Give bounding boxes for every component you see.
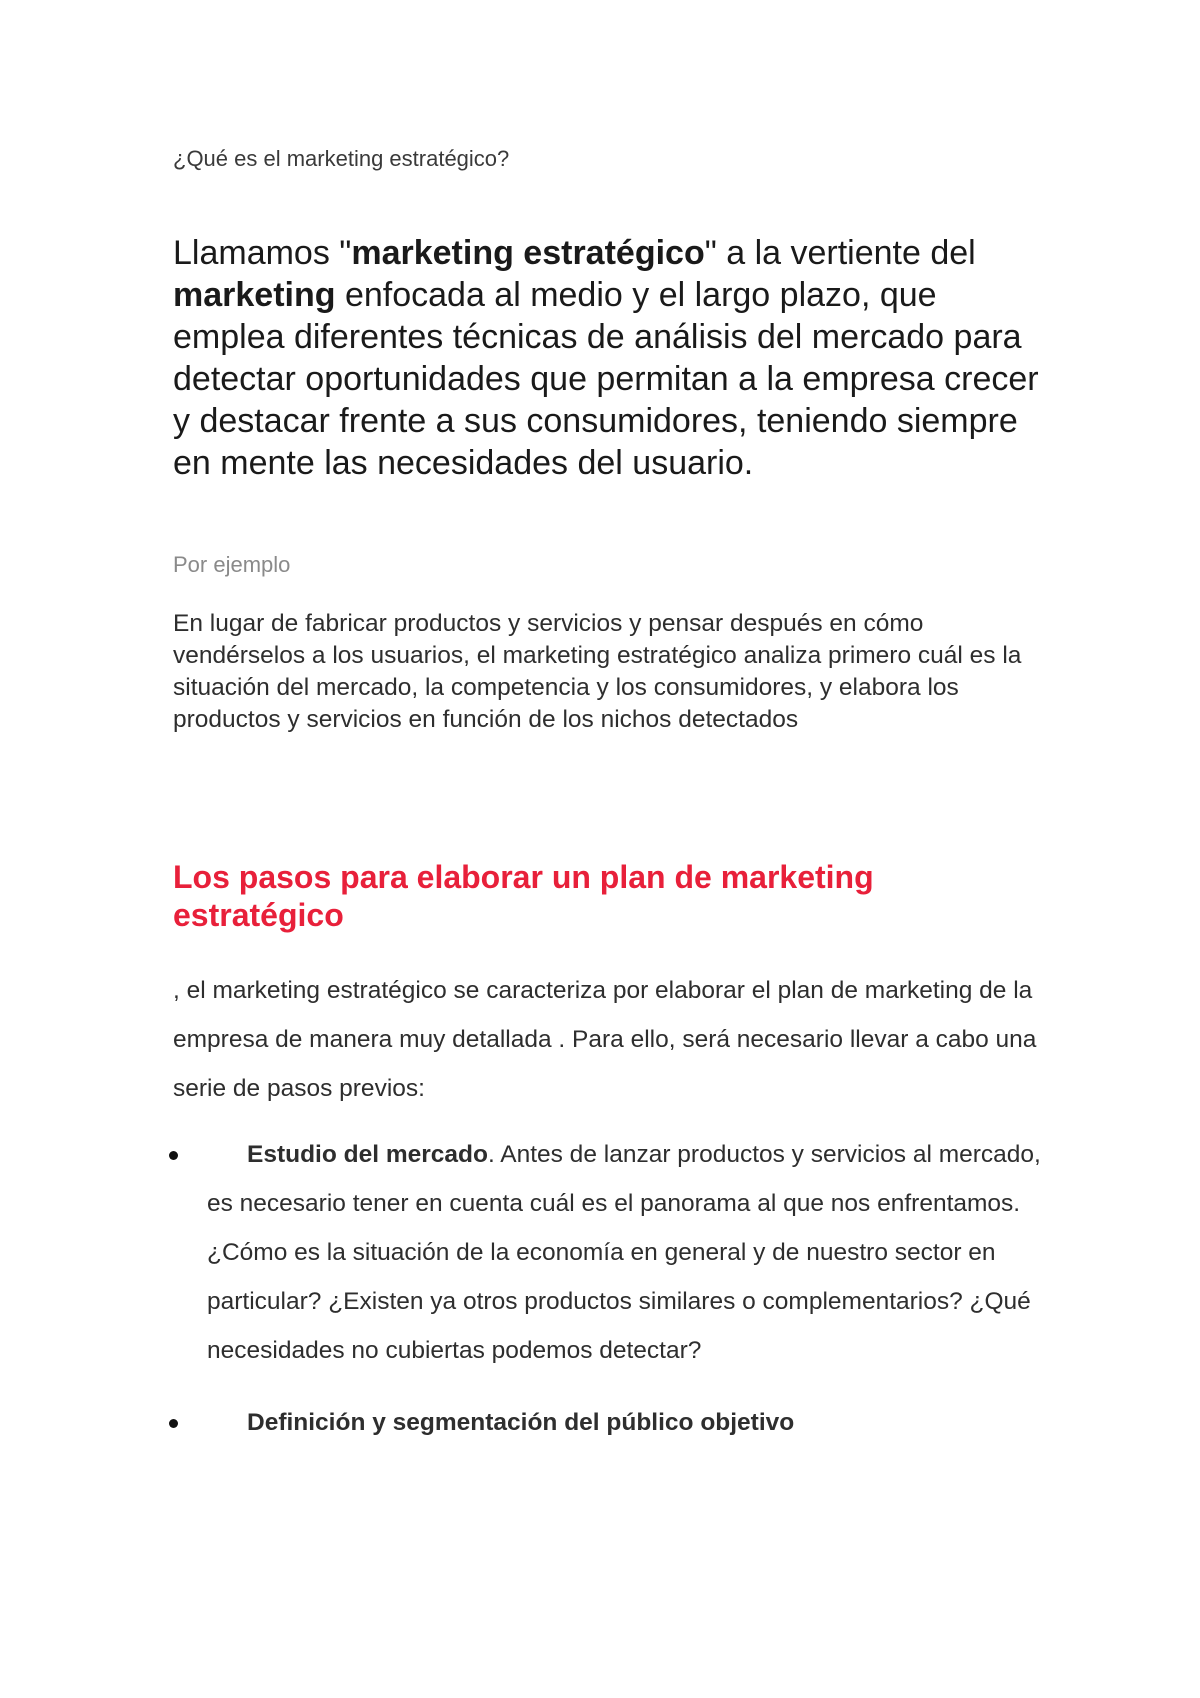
section-intro-paragraph: , el marketing estratégico se caracteriza por elaborar el plan de marketing de la empresa de manera muy detallada . Para ello, será necesario llevar a cabo una serie de pasos previos: [173,977,1037,1102]
list-item-title: Definición y segmentación del público objetivo [247,1409,795,1436]
steps-list [173,1130,1053,1447]
section-heading: Los pasos para elaborar un plan de marketing estratégico [173,859,874,933]
example-paragraph: En lugar de fabricar productos y servicios y pensar después en cómo vendérselos a los usuarios, el marketing estratégico analiza primero cuál es la situación del mercado, la competencia y los consumidores, y elabora los productos y servicios en función de los nichos detectados [173,610,1022,733]
lead-text-1: Llamamos " [173,234,352,272]
page-question-title: ¿Qué es el marketing estratégico? [173,146,510,171]
lead-bold-2: marketing [173,276,336,314]
bullet-icon [169,1151,178,1160]
lead-paragraph [173,232,1053,484]
list-item [173,1398,1053,1447]
list-item-title: Estudio del mercado [247,1141,488,1168]
bullet-icon [169,1419,178,1428]
example-label: Por ejemplo [173,552,291,577]
lead-text-3: enfocada al medio y el largo plazo, que emplea diferentes técnicas de análisis del mercado para detectar oportunidades que permitan a la empresa crecer y destacar frente a sus consumidores, teniendo siempre en mente las necesidades del usuario. [173,276,1039,482]
list-item-text: . Antes de lanzar productos y servicios al mercado, es necesario tener en cuenta cuál es el panorama al que nos enfrentamos. ¿Cómo es la situación de la economía en general y de nuestro sector en particular? ¿Existen ya otros productos similares o complementarios? ¿Qué necesidades no cubiertas podemos detectar? [207,1141,1041,1364]
lead-text-2: " a la vertiente del [704,234,976,272]
lead-bold-1: marketing estratégico [351,234,705,272]
list-item [173,1130,1053,1375]
